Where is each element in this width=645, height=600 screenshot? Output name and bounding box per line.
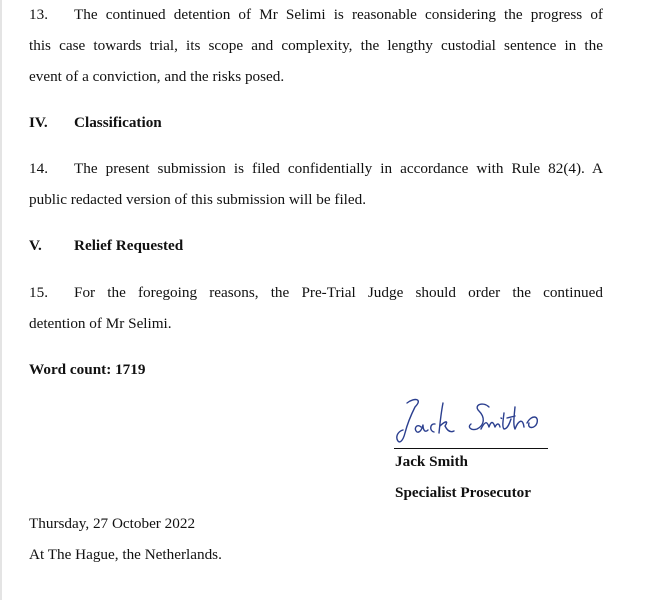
page-edge [0, 0, 2, 600]
signatory-name: Jack Smith [395, 453, 468, 470]
paragraph-13-line-1 [29, 6, 603, 24]
paragraph-13-line-2: this case towards trial, its scope and complexity, the lengthy custodial sentence in the [29, 37, 603, 54]
signatory-title: Specialist Prosecutor [395, 484, 531, 501]
paragraph-number-14: 14. [29, 160, 48, 177]
signature-line [394, 448, 548, 449]
section-number-v: V. [29, 237, 42, 254]
paragraph-14-line-1 [29, 160, 603, 178]
section-title-relief-requested: Relief Requested [74, 237, 184, 254]
paragraph-15-text-1: For the foregoing reasons, the Pre-Trial Judge should order the continued [74, 284, 603, 301]
word-count: Word count: 1719 [29, 361, 146, 378]
section-title-classification: Classification [74, 114, 162, 131]
section-heading-relief-requested [29, 237, 183, 255]
handwritten-signature [385, 393, 565, 451]
paragraph-13-text-1: The continued detention of Mr Selimi is reasonable considering the progress of [74, 6, 603, 23]
section-number-iv: IV. [29, 114, 48, 131]
paragraph-14-line-2: public redacted version of this submission will be filed. [29, 191, 367, 208]
document-date: Thursday, 27 October 2022 [29, 515, 196, 532]
document-place: At The Hague, the Netherlands. [29, 546, 222, 563]
paragraph-15-line-2: detention of Mr Selimi. [29, 315, 172, 332]
paragraph-13-line-3: event of a conviction, and the risks posed. [29, 68, 285, 85]
paragraph-number-15: 15. [29, 284, 48, 301]
section-heading-classification [29, 114, 162, 132]
paragraph-number-13: 13. [29, 6, 48, 23]
paragraph-14-text-1: The present submission is filed confidentially in accordance with Rule 82(4). A [74, 160, 603, 177]
paragraph-15-line-1 [29, 284, 603, 302]
